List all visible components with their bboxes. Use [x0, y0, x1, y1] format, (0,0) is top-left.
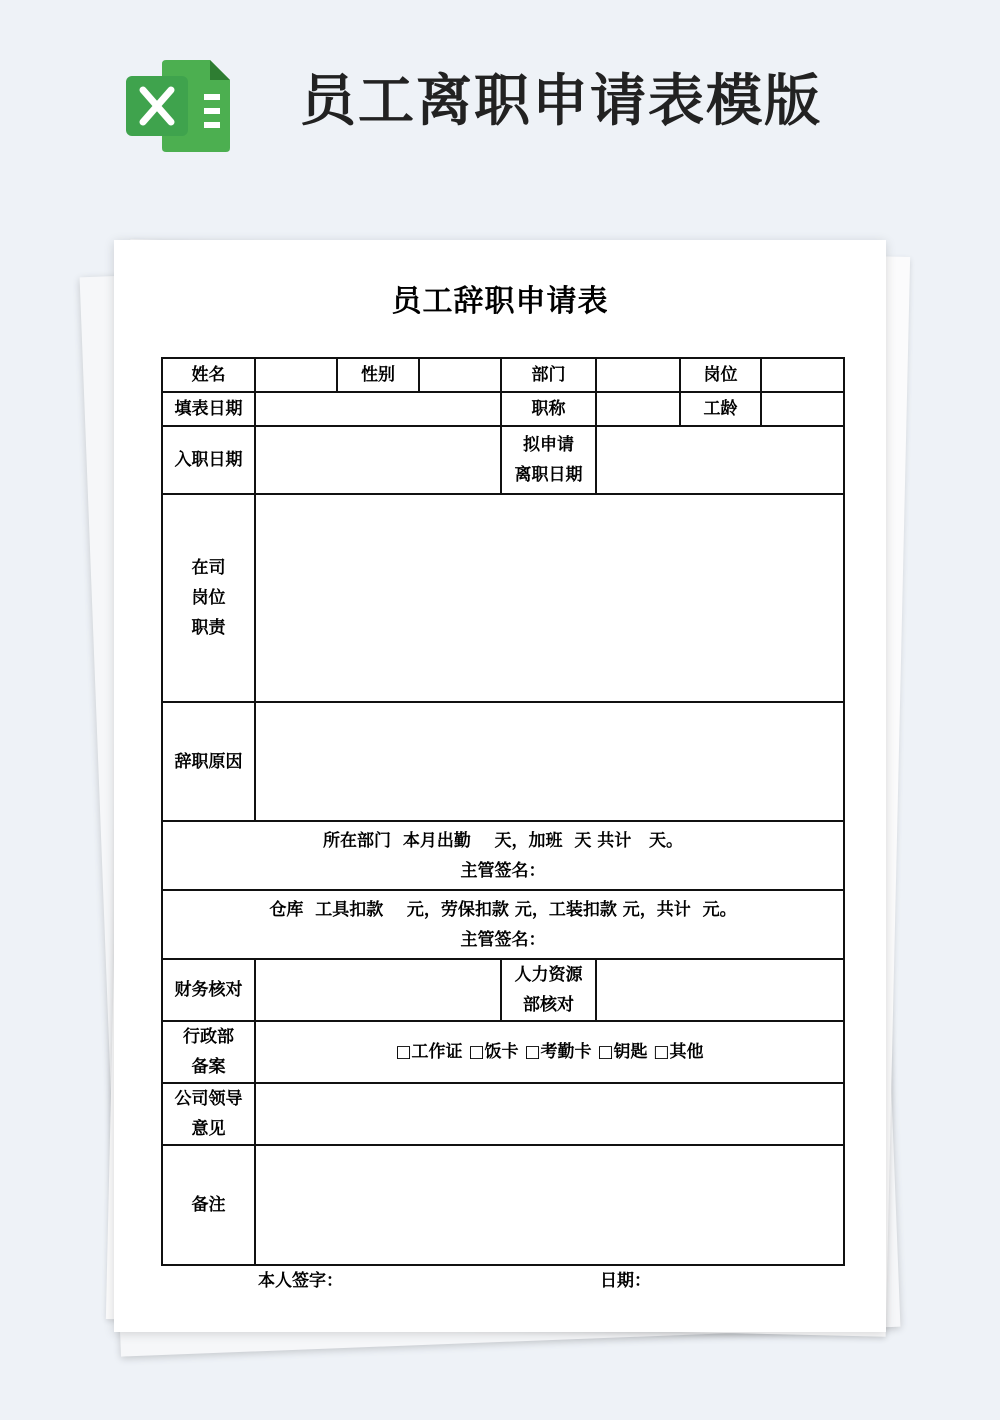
department-label: 部门 [501, 358, 596, 392]
name-label: 姓名 [162, 358, 255, 392]
fill-date-field[interactable] [255, 392, 501, 426]
admin-checklist[interactable]: □工作证 □饭卡 □考勤卡 □钥匙 □其他 [255, 1021, 844, 1083]
page-title: 员工离职申请表模版 [300, 69, 822, 134]
reason-field[interactable] [255, 702, 844, 821]
date-label: 日期： [600, 1271, 651, 1291]
department-field[interactable] [596, 358, 680, 392]
position-label: 岗位 [680, 358, 761, 392]
hr-check-label: 人力资源 部核对 [501, 959, 596, 1021]
finance-field[interactable] [255, 959, 501, 1021]
admin-label: 行政部 备案 [162, 1021, 255, 1083]
position-field[interactable] [761, 358, 844, 392]
warehouse-section[interactable] [162, 890, 844, 959]
leader-opinion-label: 公司领导 意见 [162, 1083, 255, 1145]
seniority-label: 工龄 [680, 392, 761, 426]
hire-date-label: 入职日期 [162, 426, 255, 494]
seniority-field[interactable] [761, 392, 844, 426]
self-signature-label: 本人签字： [258, 1271, 343, 1291]
gender-label: 性别 [337, 358, 419, 392]
resignation-form-table [161, 357, 845, 1266]
duties-field[interactable] [255, 494, 844, 702]
attendance-section[interactable] [162, 821, 844, 890]
remarks-label: 备注 [162, 1145, 255, 1265]
duties-label: 在司 岗位 职责 [162, 494, 255, 702]
hire-date-field[interactable] [255, 426, 501, 494]
warehouse-supervisor-sign: 主管签名： [460, 929, 546, 950]
hr-check-field[interactable] [596, 959, 844, 1021]
excel-icon [126, 56, 234, 154]
attendance-line: 所在部门 本月出勤 天，加班 天 共计 天。 [322, 830, 684, 851]
remarks-field[interactable] [255, 1145, 844, 1265]
attendance-supervisor-sign: 主管签名： [460, 860, 546, 881]
finance-label: 财务核对 [162, 959, 255, 1021]
gender-field[interactable] [419, 358, 501, 392]
warehouse-line: 仓库 工具扣款 元，劳保扣款 元，工装扣款 元，共计 元。 [269, 899, 737, 920]
name-field[interactable] [255, 358, 337, 392]
planned-leave-date-label: 拟申请 离职日期 [501, 426, 596, 494]
signature-row [114, 1266, 886, 1294]
planned-leave-date-field[interactable] [596, 426, 844, 494]
job-title-field[interactable] [596, 392, 680, 426]
reason-label: 辞职原因 [162, 702, 255, 821]
fill-date-label: 填表日期 [162, 392, 255, 426]
leader-opinion-field[interactable] [255, 1083, 844, 1145]
job-title-label: 职称 [501, 392, 596, 426]
form-title: 员工辞职申请表 [391, 284, 609, 319]
form-sheet [114, 240, 886, 1332]
